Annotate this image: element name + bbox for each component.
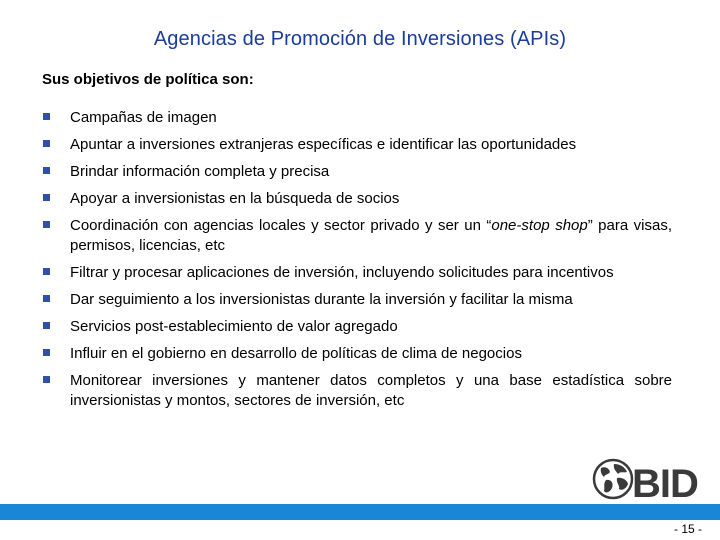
square-bullet-icon — [43, 221, 50, 228]
square-bullet-icon — [43, 322, 50, 329]
square-bullet-icon — [43, 194, 50, 201]
list-item — [40, 108, 672, 128]
square-bullet-icon — [43, 140, 50, 147]
list-item — [40, 290, 672, 310]
bid-logo — [592, 456, 704, 502]
list-item — [40, 317, 672, 337]
list-item-text: Dar seguimiento a los inversionistas durante la inversión y facilitar la misma — [70, 291, 573, 308]
footer-bar — [0, 504, 720, 520]
list-item — [40, 162, 672, 182]
slide-title: Agencias de Promoción de Inversiones (APIs) — [153, 28, 567, 50]
logo-wordmark: BID — [632, 462, 698, 502]
slide-subtitle: Sus objetivos de política son: — [42, 71, 254, 88]
list-item-emphasis: one-stop shop — [491, 217, 588, 234]
list-item-text: Monitorear inversiones y mantener datos completos y una base estadística sobre inversionistas y montos, sectores de inversión, etc — [70, 372, 672, 409]
page-number: - 15 - — [673, 522, 702, 536]
list-item — [40, 189, 672, 209]
list-item — [40, 135, 672, 155]
list-item — [40, 371, 672, 411]
objectives-list — [40, 108, 672, 418]
list-item — [40, 344, 672, 364]
list-item — [40, 263, 672, 283]
list-item-text: Apuntar a inversiones extranjeras específicas e identificar las oportunidades — [70, 136, 577, 153]
list-item-text: Influir en el gobierno en desarrollo de políticas de clima de negocios — [70, 345, 522, 362]
list-item-text: Campañas de imagen — [70, 109, 217, 126]
list-item — [40, 216, 672, 256]
square-bullet-icon — [43, 376, 50, 383]
globe-icon — [594, 460, 632, 498]
square-bullet-icon — [43, 113, 50, 120]
list-item-text-end: ” para visas, permisos, licencias, etc — [70, 217, 672, 254]
square-bullet-icon — [43, 268, 50, 275]
square-bullet-icon — [43, 349, 50, 356]
list-item-text: Brindar información completa y precisa — [70, 163, 330, 180]
square-bullet-icon — [43, 295, 50, 302]
list-item-text: Filtrar y procesar aplicaciones de inversión, incluyendo solicitudes para incentivos — [70, 264, 614, 281]
list-item-text: Servicios post-establecimiento de valor agregado — [70, 318, 398, 335]
list-item-text: Apoyar a inversionistas en la búsqueda de socios — [70, 190, 400, 207]
square-bullet-icon — [43, 167, 50, 174]
list-item-text-start: Coordinación con agencias locales y sector privado y ser un “ — [70, 217, 492, 234]
